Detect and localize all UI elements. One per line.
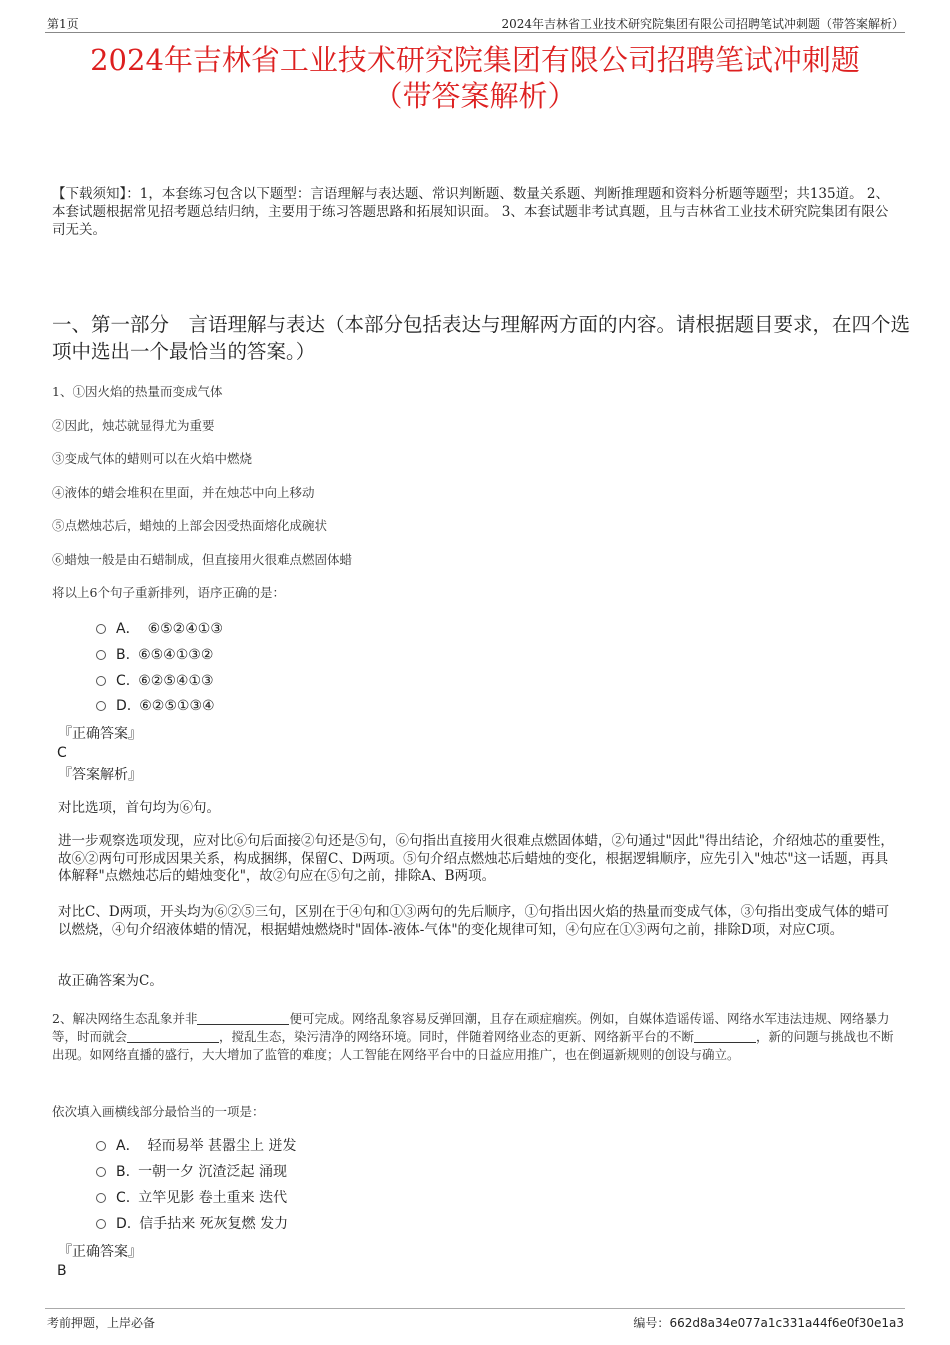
q2-answer-label: 『正确答案』	[58, 1244, 142, 1260]
radio-icon[interactable]	[96, 1219, 106, 1229]
q1-option-b[interactable]	[96, 646, 213, 664]
option-letter: C.	[116, 1190, 131, 1206]
footer-code-value: 662d8a34e077a1c331a44f6e0f30e1a3	[669, 1316, 904, 1330]
q2-passage-part: ，新的问题与挑战也不断出现。如网络直播的盛行，大大增加了监管的难度；人工智能在网络平台中的日益应用推广，也在倒逼新规则的创设与确立。	[52, 1029, 894, 1062]
radio-icon[interactable]	[96, 676, 106, 686]
q1-sentence: 1、①因火焰的热量而变成气体	[52, 384, 223, 399]
q2-option-c[interactable]	[96, 1189, 287, 1207]
option-text: ⑥②⑤①③④	[139, 698, 215, 714]
q2-passage-part: 2、解决网络生态乱象并非	[52, 1011, 198, 1026]
option-letter: B.	[116, 647, 131, 663]
document-title	[30, 42, 920, 114]
q1-analysis-paragraph: 进一步观察选项发现，应对比⑥句后面接②句还是⑤句，⑥句指出直接用火很难点燃固体蜡，②句通过"因此"得出结论，介绍烛芯的重要性，故⑥②两句可形成因果关系，构成捆绑，保留C、D两项。⑤句介绍点燃烛芯后蜡烛的变化，根据逻辑顺序，应先引入"烛芯"这一话题，再具体解释"点燃烛芯后的蜡烛变化"，故②句应在⑤句之前，排除A、B两项。	[58, 833, 894, 884]
section-title: 一、第一部分 言语理解与表达（本部分包括表达与理解两方面的内容。请根据题目要求，在四个选项中选出一个最恰当的答案。）	[52, 313, 911, 363]
footer-code-label: 编号：	[633, 1316, 670, 1330]
q2-blank-1[interactable]	[197, 1012, 289, 1025]
download-notice: 【下载须知】：1，本套练习包含以下题型：言语理解与表达题、常识判断题、数量关系题、判断推理题和资料分析题等题型；共135道。 2、本套试题根据常见招考题总结归纳，主要用于练习答题思路和拓展知识面。 3、本套试题非考试真题，且与吉林省工业技术研究院集团有限公司无关。	[52, 186, 889, 238]
q1-analysis-paragraph: 故正确答案为C。	[58, 973, 163, 989]
radio-icon[interactable]	[96, 650, 106, 660]
q1-option-d[interactable]	[96, 697, 215, 715]
radio-icon[interactable]	[96, 1167, 106, 1177]
option-letter: B.	[116, 1164, 131, 1180]
option-letter: D.	[116, 698, 132, 714]
option-text: 信手拈来 死灰复燃 发力	[139, 1216, 289, 1232]
q1-sentence: ⑤点燃烛芯后，蜡烛的上部会因受热面熔化成碗状	[52, 518, 328, 533]
option-letter: A．	[116, 1138, 140, 1154]
radio-icon[interactable]	[96, 1141, 106, 1151]
q2-blank-3[interactable]	[694, 1030, 756, 1043]
q2-passage-part: 便可完成。网络乱象容易反弹回潮，且存在顽症痼疾。例如，自媒体造谣传谣、网络水军违法违规、网络暴力等，时而就会	[52, 1011, 890, 1044]
radio-icon[interactable]	[96, 1193, 106, 1203]
title-line-2: （带答案解析）	[373, 79, 577, 113]
q2-answer: B	[57, 1263, 67, 1279]
q2-option-a[interactable]	[96, 1137, 296, 1155]
option-letter: A．	[116, 621, 140, 637]
q1-sentence: ④液体的蜡会堆积在里面，并在烛芯中向上移动	[52, 485, 315, 500]
header-divider	[45, 32, 905, 33]
option-text: ⑥②⑤④①③	[138, 673, 214, 689]
option-letter: D.	[116, 1216, 132, 1232]
page-number: 第1页	[47, 17, 79, 31]
q1-stem: 将以上6个句子重新排列，语序正确的是：	[52, 585, 285, 600]
title-line-1: 2024年吉林省工业技术研究院集团有限公司招聘笔试冲刺题	[90, 43, 860, 77]
q1-analysis-paragraph: 对比选项，首句均为⑥句。	[58, 800, 220, 816]
option-letter: C.	[116, 673, 131, 689]
footer-code	[633, 1314, 904, 1331]
q1-option-c[interactable]	[96, 672, 214, 690]
q1-sentence: ③变成气体的蜡则可以在火焰中燃烧	[52, 451, 253, 466]
option-text: 轻而易举 甚嚣尘上 迸发	[147, 1138, 297, 1154]
q1-analysis-label: 『答案解析』	[58, 767, 142, 783]
header-doc-title: 2024年吉林省工业技术研究院集团有限公司招聘笔试冲刺题（带答案解析）	[501, 17, 904, 31]
q1-option-a[interactable]	[96, 620, 223, 638]
q2-option-d[interactable]	[96, 1215, 288, 1233]
footer-slogan: 考前押题，上岸必备	[47, 1316, 156, 1330]
q2-option-b[interactable]	[96, 1163, 287, 1181]
footer-divider	[45, 1308, 905, 1309]
q1-answer: C	[57, 745, 67, 761]
q2-passage	[52, 1010, 902, 1064]
q2-passage-part: ，搅乱生态，染污清净的网络环境。同时，伴随着网络业态的更新、网络新平台的不断	[219, 1029, 695, 1044]
option-text: 立竿见影 卷土重来 迭代	[138, 1190, 288, 1206]
option-text: ⑥⑤④①③②	[138, 647, 214, 663]
option-text: ⑥⑤②④①③	[147, 621, 223, 637]
q1-sentence: ⑥蜡烛一般是由石蜡制成，但直接用火很难点燃固体蜡	[52, 552, 353, 567]
q1-sentence: ②因此，烛芯就显得尤为重要	[52, 418, 215, 433]
radio-icon[interactable]	[96, 624, 106, 634]
q1-analysis-paragraph: 对比C、D两项，开头均为⑥②⑤三句，区别在于④句和①③两句的先后顺序，①句指出因火焰的热量而变成气体，③句指出变成气体的蜡可以燃烧，④句介绍液体蜡的情况，根据蜡烛燃烧时"固体-液体-气体"的变化规律可知，④句应在①③两句之前，排除D项，对应C项。	[58, 904, 890, 938]
q1-answer-label: 『正确答案』	[58, 726, 142, 742]
radio-icon[interactable]	[96, 701, 106, 711]
q2-blank-2[interactable]	[127, 1030, 219, 1043]
option-text: 一朝一夕 沉渣泛起 涌现	[138, 1164, 287, 1180]
q2-stem: 依次填入画横线部分最恰当的一项是：	[52, 1104, 265, 1119]
